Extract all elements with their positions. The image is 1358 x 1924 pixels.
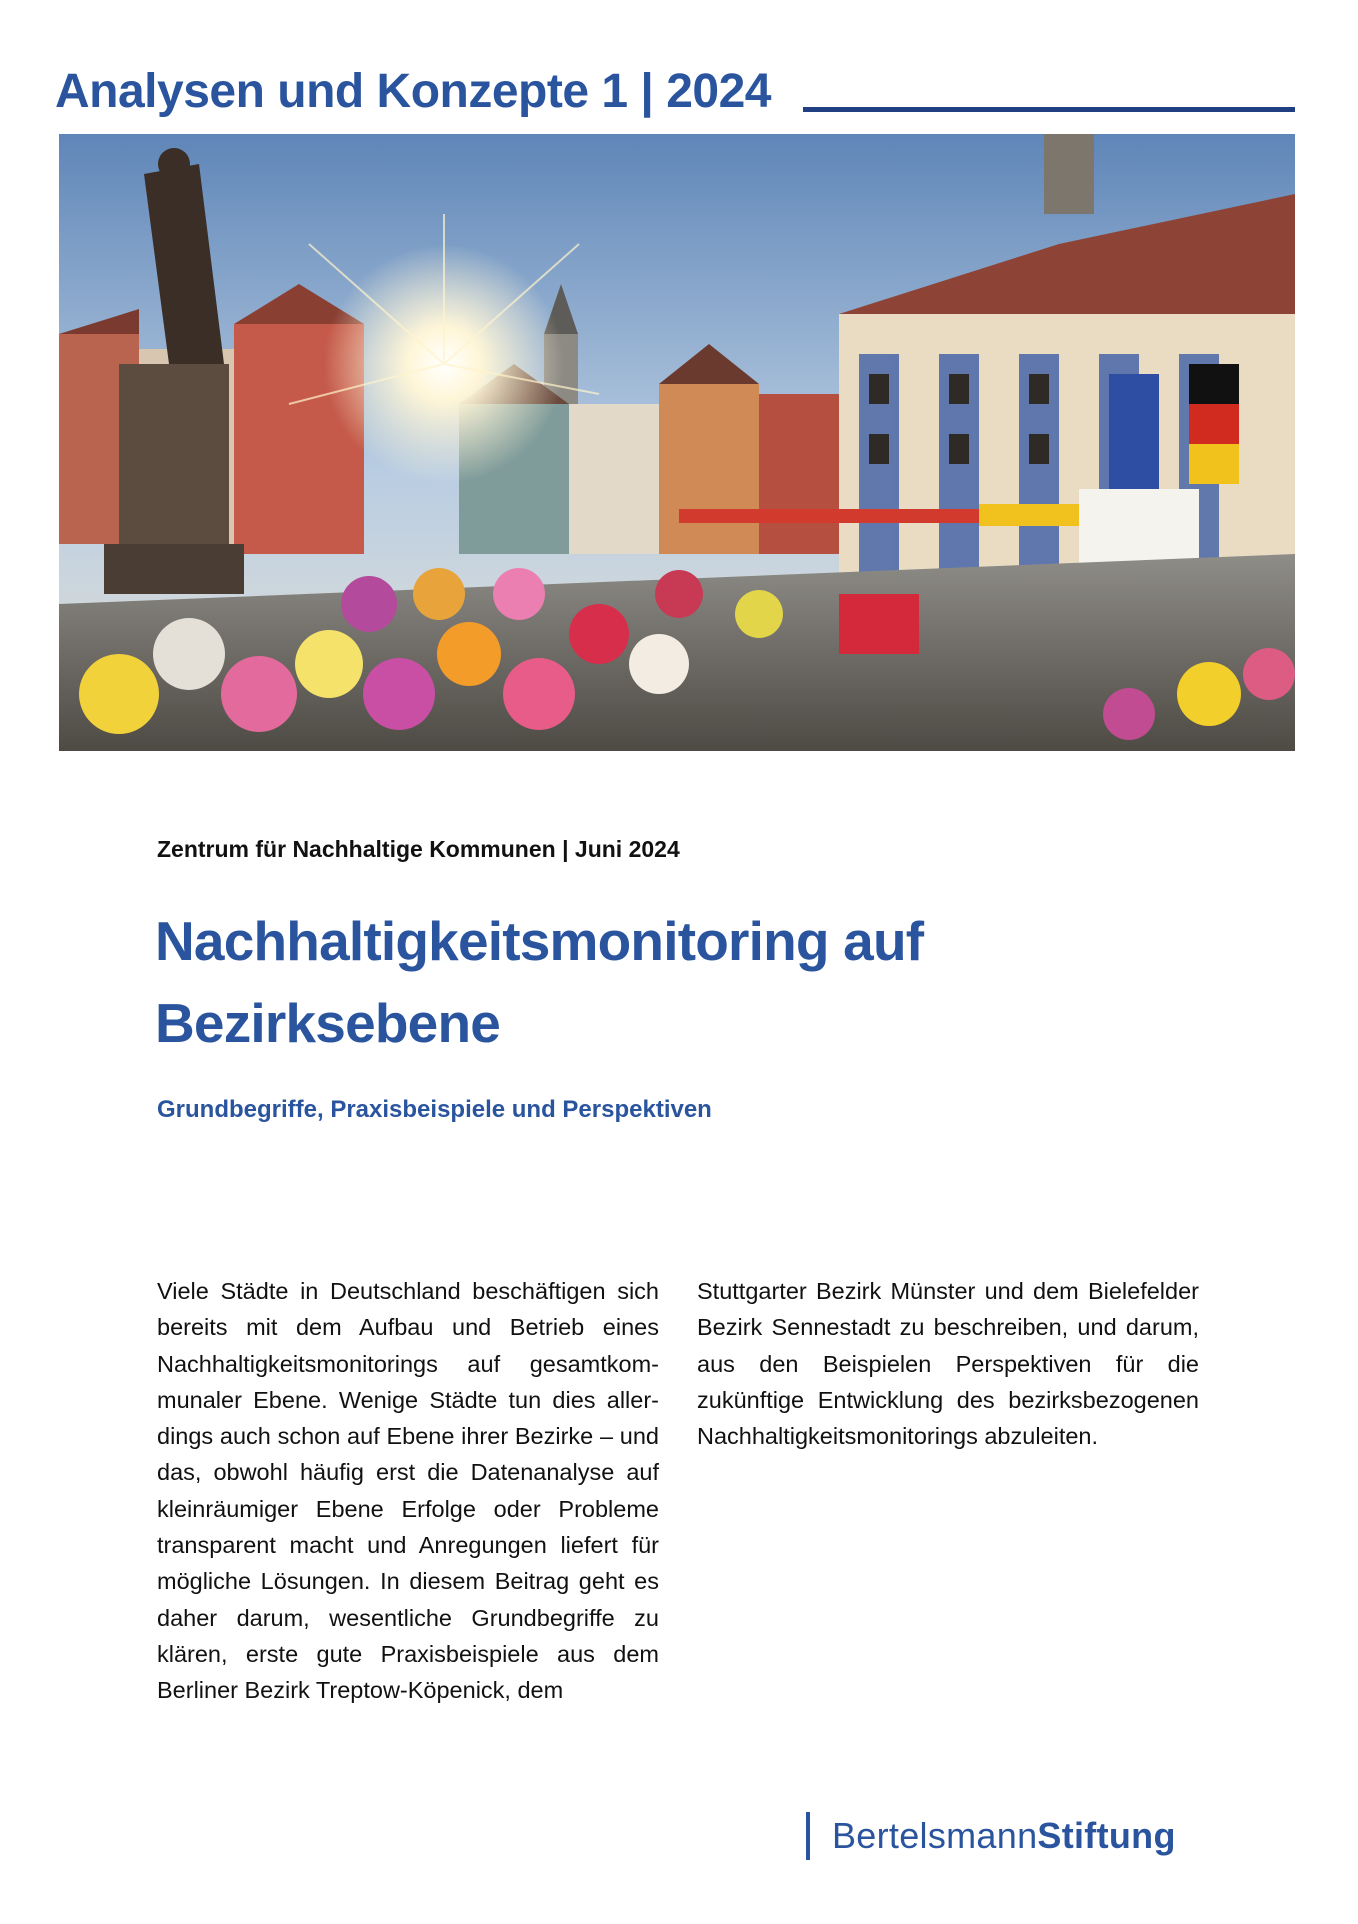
body-paragraph-left: Viele Städte in Deutschland beschäftigen sich bereits mit dem Aufbau und Betrieb eines Nachhaltigkeitsmonitorings auf gesamtkommunaler Ebene. Wenige Städte tun dies allerdings auch schon auf Ebene ihrer Bezirke – und das, obwohl häufig erst die Datenanalyse auf kleinräumiger Ebene Erfolge oder Probleme transparent macht und Anregungen liefert für mögliche Lösungen. In diesem Beitrag geht es daher darum, wesentliche Grundbegriffe zu klären, erste gute Praxisbeispiele aus dem Berliner Bezirk Treptow-Köpenick, dem [157,1278,659,1704]
body-paragraph-right: Stuttgarter Bezirk Münster und dem Bielefelder Bezirk Sennestadt zu beschreiben, und darum, aus den Beispielen Perspektiven für die zukünftige Entwicklung des bezirksbezogenen Nachhaltigkeitsmonitorings abzuleiten. [697,1278,1199,1450]
publisher-date-line: Zentrum für Nachhaltige Kommunen | Juni 2024 [157,836,680,862]
body-column-left [157,1273,659,1709]
bertelsmann-stiftung-logo [806,1812,1176,1860]
logo-word-light: Bertelsmann [832,1815,1038,1856]
hero-image [59,134,1295,751]
market-square-photo-icon [59,134,1295,751]
document-title: Nachhaltigkeitsmonitoring auf Bezirksebene [155,910,924,1054]
logo-text [832,1815,1176,1857]
logo-bar [806,1812,810,1860]
header-rule [803,107,1295,112]
series-title: Analysen und Konzepte 1 | 2024 [55,65,771,118]
document-subtitle: Grundbegriffe, Praxisbeispiele und Perspektiven [157,1096,712,1123]
logo-word-bold: Stiftung [1037,1815,1176,1856]
body-column-right [697,1273,1199,1454]
